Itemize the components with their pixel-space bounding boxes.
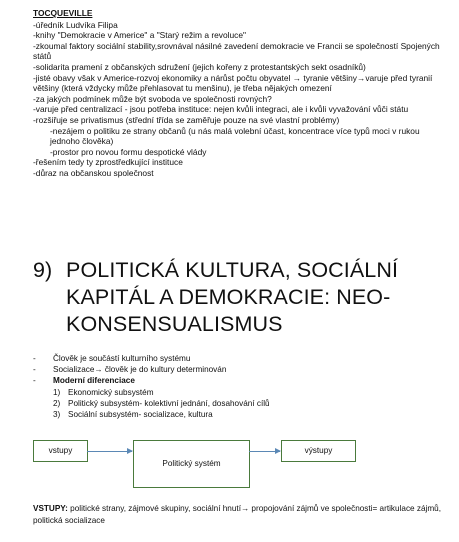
political-system-box: Politický systém: [133, 440, 250, 488]
chapter-heading: [33, 257, 433, 338]
bullet-list: [33, 353, 443, 420]
inputs-box: vstupy: [33, 440, 88, 462]
section-title: TOCQUEVILLE: [33, 8, 93, 18]
numbered-item: 3) Sociální subsystém- socializace, kultura: [53, 410, 213, 420]
numbered-item: 2) Politický subsystém- kolektivní jednání, dosahování cílů: [53, 398, 270, 408]
note-line: -důraz na občanskou společnost: [33, 167, 154, 178]
note-line: -rozšiřuje se privatismus (střední třída se zaměřuje pouze na své vlastní problémy): [33, 114, 340, 125]
heading-line: KAPITÁL A DEMOKRACIE: NEO-: [66, 285, 391, 309]
numbered-item: 1) Ekonomický subsystém: [53, 387, 154, 397]
inputs-label: VSTUPY:: [33, 504, 68, 513]
notes-list: [33, 20, 448, 179]
outputs-box: výstupy: [281, 440, 356, 462]
note-line: -zkoumal faktory sociální stability,srovnával násilné zavedení demokracie ve Francii se společností Spojených států: [33, 40, 440, 62]
list-item: - Moderní diferenciace: [33, 376, 135, 386]
note-line: -řešením tedy ty zprostředkující instituce: [33, 157, 183, 168]
note-line: -jisté obavy však v Americe-rozvoj ekonomiky a nárůst počtu obyvatel → tyranie většiny→varuje před tyranií většiny (která vždycky může přehlasovat tu menšinu), je třeba nějakých omezení: [33, 72, 433, 94]
note-line: -prostor pro novou formu despotické vlády: [50, 146, 207, 157]
inputs-text: politické strany, zájmové skupiny, sociální hnutí→ propojování zájmů ve společnosti= artikulace zájmů, politická socializace: [33, 504, 441, 525]
chapter-number: 9): [33, 258, 53, 282]
heading-line: KONSENSUALISMUS: [66, 312, 283, 336]
output-arrow: [249, 451, 280, 452]
heading-line: POLITICKÁ KULTURA, SOCIÁLNÍ: [66, 258, 399, 282]
list-item: - Člověk je součástí kulturního systému: [33, 354, 191, 363]
note-line: -solidarita pramení z občanských sdružení (jejich kořeny z protestantských sekt osadníků): [33, 61, 366, 72]
input-arrow: [87, 451, 132, 452]
inputs-paragraph: [33, 503, 443, 526]
list-item: - Socializace→ člověk je do kultury determinován: [33, 365, 227, 375]
note-line: -za jakých podmínek může být svoboda ve společnosti rovných?: [33, 93, 272, 104]
note-line: -úředník Ludvíka Filipa: [33, 19, 118, 30]
note-line: -knihy "Demokracie v Americe" a "Starý režim a revoluce": [33, 30, 246, 41]
tocqueville-notes: [33, 8, 448, 179]
note-line: -varuje před centralizací - jsou potřeba instituce: nejen kvůli integraci, ale i kvůli vyvažování vůči státu: [33, 104, 409, 115]
note-line: -nezájem o politiku ze strany občanů (u nás malá volební účast, koncentrace více typů moci v rukou jednoho člověka): [50, 125, 420, 147]
